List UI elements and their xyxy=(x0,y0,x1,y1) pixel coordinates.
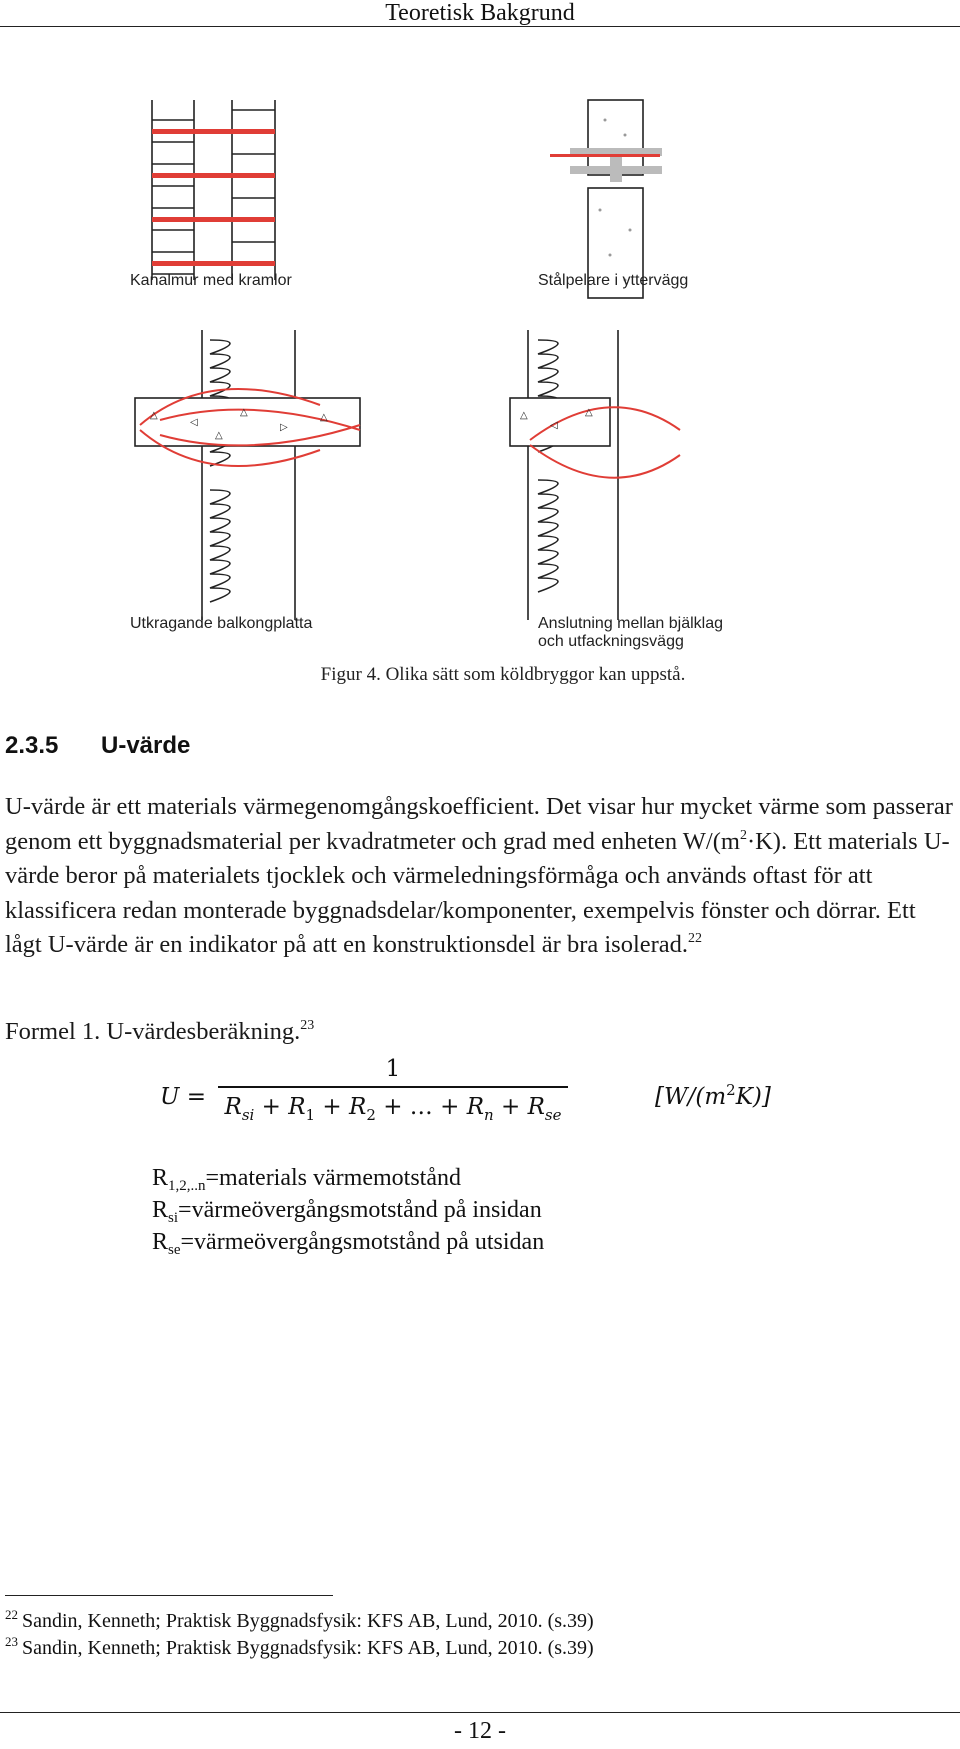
svg-text:△: △ xyxy=(520,410,528,421)
definition-r-se: $R_{se}=värmeövergångsmotstånd$ på utsidan xyxy=(152,1229,545,1258)
svg-text:△: △ xyxy=(150,410,158,421)
page-number: - 12 - xyxy=(454,1718,506,1744)
body-text-part1: U-värde är ett materials värmegenomgångskoefficient. Det visar hur mycket värme som passerar genom ett byggnadsmaterial per kvadratmeter och grad med enheten W/(m xyxy=(5,793,953,855)
svg-text:△: △ xyxy=(215,430,223,441)
label-anslutning-2: och utfackningsvägg xyxy=(538,633,684,650)
label-anslutning-1: Anslutning mellan bjälklag xyxy=(538,615,723,632)
svg-text:◁: ◁ xyxy=(190,417,198,428)
definition-r-n: $R_{1,2,..n}=materials$ värmemotstånd xyxy=(152,1165,461,1194)
label-stalpelare: Stålpelare i yttervägg xyxy=(538,272,689,289)
panel-floor-junction xyxy=(510,330,723,650)
svg-text:△: △ xyxy=(320,412,328,423)
svg-text:◁: ◁ xyxy=(550,420,558,431)
symbol-definitions xyxy=(152,1162,544,1258)
panel-cavity-wall xyxy=(130,100,293,289)
footnote-23: $^{23}$ Sandin, Kenneth; Praktisk Byggnadsfysik: KFS AB, Lund, 2010. (s.39) xyxy=(5,1634,594,1659)
section-title: U-värde xyxy=(101,732,191,759)
running-header: Teoretisk Bakgrund xyxy=(385,0,575,26)
panel-steel-column xyxy=(538,100,688,298)
section-number: 2.3.5 xyxy=(5,732,59,759)
formula-denominator: $R_{si} + R_1 + R_2$ + … + $R_n + R_{se}$ xyxy=(224,1094,562,1124)
formula-fraction xyxy=(218,1056,568,1124)
formula-caption xyxy=(5,1018,314,1046)
thermal-bridge-figure xyxy=(130,80,850,655)
footer-rule xyxy=(0,1712,960,1713)
definition-r-si: $R_{si}=värmeövergångsmotstånd$ på insidan xyxy=(152,1197,542,1226)
footnote-ref-22: 22 xyxy=(688,931,703,946)
formula-unit: $[W/(m^2K)]$ xyxy=(655,1081,771,1110)
formula-numerator: 1 xyxy=(385,1056,401,1082)
footnotes xyxy=(5,1608,594,1662)
formula-caption-text: Formel 1. U-värdesberäkning. xyxy=(5,1018,301,1045)
panel-balcony-slab xyxy=(130,330,360,632)
u-value-formula xyxy=(160,1056,810,1136)
svg-text:△: △ xyxy=(585,407,593,418)
footnote-ref-23: 23 xyxy=(300,1018,315,1033)
label-kanalmur: Kanalmur med kramlor xyxy=(130,272,292,289)
body-paragraph xyxy=(5,790,955,963)
body-text-part2: ·K). Ett materials U-värde beror på materialets tjocklek och värmeledningsförmåga och används oftast för att klassificera redan monterade byggnadsdelar/komponenter, exempelvis fönster och dörrar. Ett lågt U-värde är en indikator på att en konstruktionsdel är bra isolerad. xyxy=(5,827,950,958)
formula-lhs: U = xyxy=(160,1084,206,1110)
section-heading xyxy=(5,732,190,760)
unit-superscript: 2 xyxy=(739,827,747,843)
figure-caption: Figur 4. Olika sätt som köldbryggor kan uppstå. xyxy=(320,664,686,685)
svg-text:▷: ▷ xyxy=(280,422,288,433)
svg-text:△: △ xyxy=(240,407,248,418)
header-rule xyxy=(0,26,960,27)
footnote-rule xyxy=(5,1595,333,1596)
footnote-22: $^{22}$ Sandin, Kenneth; Praktisk Byggnadsfysik: KFS AB, Lund, 2010. (s.39) xyxy=(5,1607,594,1632)
label-balkong: Utkragande balkongplatta xyxy=(130,615,313,632)
